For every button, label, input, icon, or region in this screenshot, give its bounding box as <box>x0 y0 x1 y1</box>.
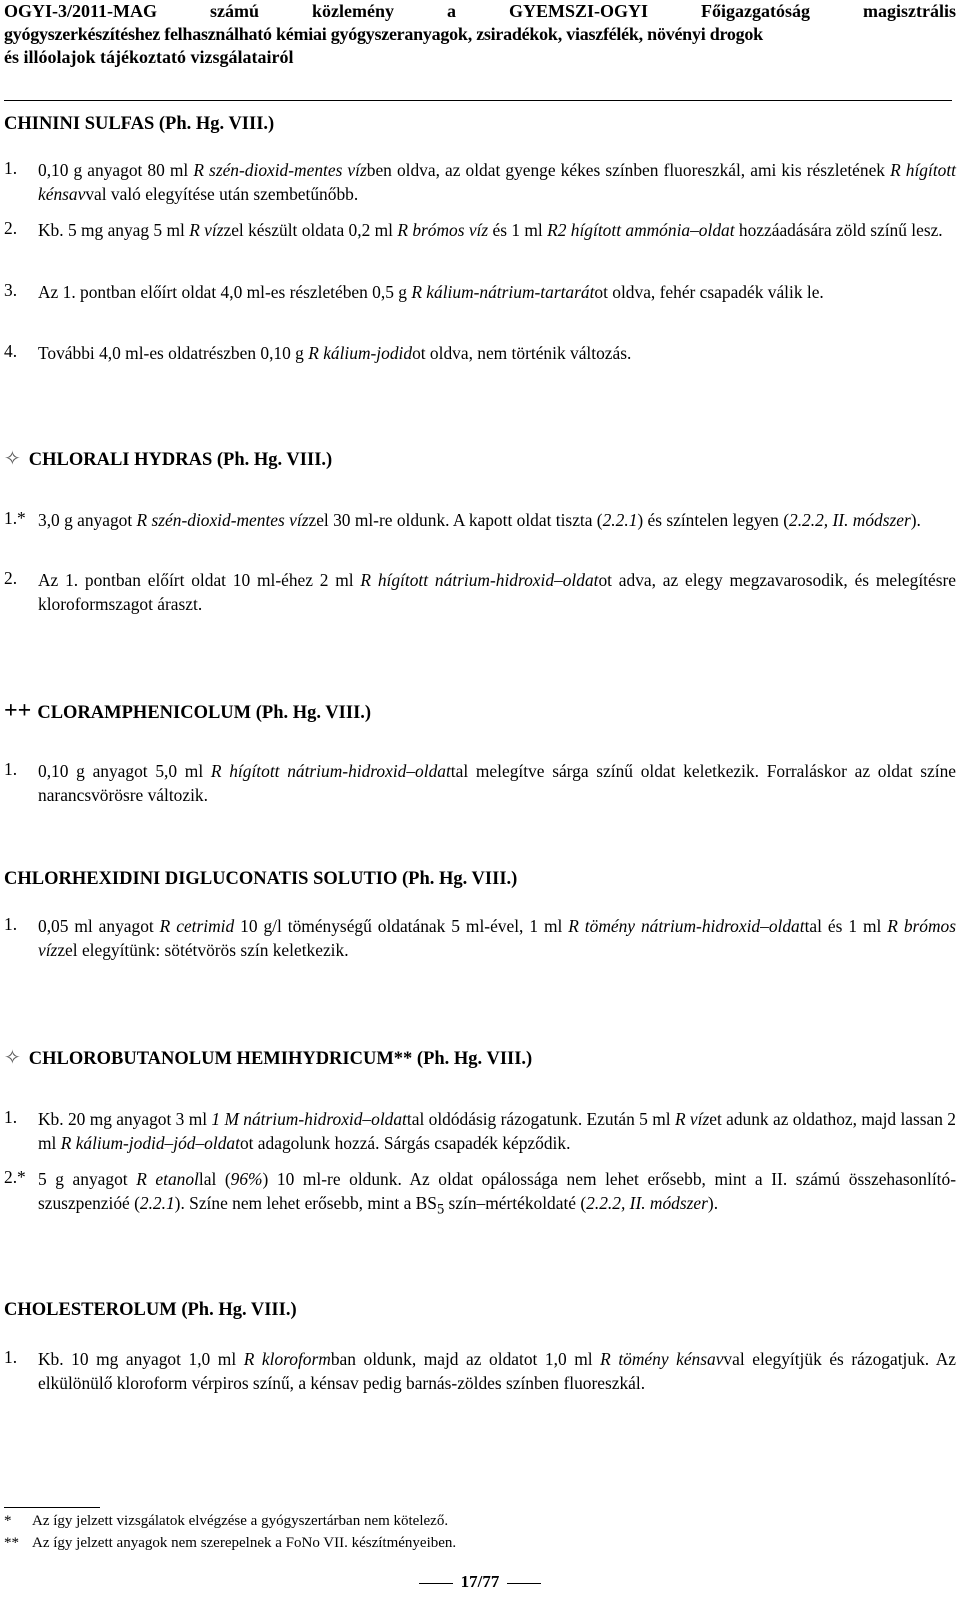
text-run: ot adva, az elegy megzavarosodik, és melegítésre kloroformszagot áraszt. <box>38 570 956 614</box>
header-line-3: és illóolajok tájékoztató vizsgálatairól <box>4 47 294 67</box>
dash-right <box>507 1583 541 1584</box>
section-title-cholesterolum: CHOLESTEROLUM (Ph. Hg. VIII.) <box>4 1300 297 1320</box>
cross-outline-icon: ✧ <box>4 1047 21 1069</box>
reagent: R szén-dioxid-mentes víz <box>193 160 367 180</box>
footnote-text: Az így jelzett anyagok nem szerepelnek a FoNo VII. készítményeiben. <box>32 1535 457 1551</box>
reagent: 1 M nátrium-hidroxid–oldat <box>211 1109 407 1129</box>
list-item <box>4 1347 956 1395</box>
text-run: ). <box>707 1193 719 1213</box>
text-run: ot oldva, nem történik változás. <box>412 343 632 363</box>
item-number: 1. <box>4 1107 18 1127</box>
section-title-cloramphenicolum <box>4 699 371 725</box>
text-run: ot adagolunk hozzá. Sárgás csapadék képződik. <box>239 1133 571 1153</box>
text-run: Kb. 5 mg anyag 5 ml <box>38 220 190 240</box>
header-word: magisztrális <box>863 1 956 21</box>
reagent: R tömény kénsav <box>600 1349 724 1369</box>
text-run: ) és színtelen legyen ( <box>637 510 790 530</box>
item-number: 1. <box>4 914 18 934</box>
text-run: ot oldva, fehér csapadék válik le. <box>594 282 824 302</box>
page-number <box>0 1572 960 1592</box>
section-title-text: CLORAMPHENICOLUM (Ph. Hg. VIII.) <box>37 703 372 723</box>
reference: 2.2.1 <box>602 510 638 530</box>
header-word: GYEMSZI-OGYI <box>508 1 649 21</box>
dash-left <box>419 1583 453 1584</box>
footnote-rule <box>4 1507 100 1508</box>
reagent: R cetrimid <box>159 916 235 936</box>
text-run: ). Színe nem lehet erősebb, mint a BS <box>174 1193 437 1213</box>
section-title-text: CHLORALI HYDRAS (Ph. Hg. VIII.) <box>28 450 333 470</box>
reagent: R víz <box>674 1109 710 1129</box>
item-number: 1.* <box>4 508 26 528</box>
list-item <box>4 568 956 616</box>
reagent: R hígított kénsav <box>38 160 957 204</box>
item-text <box>38 914 956 962</box>
header-word: Főigazgatóság <box>701 1 810 21</box>
text-run: ) 10 ml-re oldunk. Az oldat opálossága nem lehet erősebb, mint a II. számú összehasonlító-szuszpenzióé ( <box>38 1169 956 1213</box>
item-text <box>38 341 956 365</box>
text-run: zel 30 ml-re oldunk. A kapott oldat tiszta ( <box>308 510 603 530</box>
reagent: R hígított nátrium-hidroxid–oldat <box>360 570 599 590</box>
text-run: ben oldva, az oldat gyenge kékes színben fluoreszkál, ami kis részletének <box>366 160 891 180</box>
list-item <box>4 914 956 962</box>
header-word: számú <box>210 1 259 21</box>
reference: 2.2.2, II. módszer <box>789 510 911 530</box>
section-title-chlorhexidini: CHLORHEXIDINI DIGLUCONATIS SOLUTIO (Ph. Hg. VIII.) <box>4 869 518 889</box>
list-item <box>4 158 956 206</box>
text-run: 5 g anyagot <box>38 1169 137 1189</box>
text-run: lal ( <box>198 1169 231 1189</box>
section-title-chlorali <box>4 447 332 472</box>
reagent: R kálium-jodid <box>308 343 413 363</box>
header-line-2: gyógyszerkészítéshez felhasználható kémiai gyógyszeranyagok, zsiradékok, viaszfélék, növényi drogok <box>4 24 763 44</box>
header-word: OGYI-3/2011-MAG <box>4 1 157 21</box>
item-text <box>38 568 956 616</box>
reference: 2.2.2, II. módszer <box>586 1193 708 1213</box>
text-run: tal és 1 ml <box>804 916 888 936</box>
section-title-chinini: CHININI SULFAS (Ph. Hg. VIII.) <box>4 114 275 134</box>
list-item <box>4 341 956 365</box>
text-run: zel elegyítünk: sötétvörös szín keletkezik. <box>57 940 349 960</box>
reagent: R brómos víz <box>397 220 489 240</box>
text-run: tal melegítve sárga színű oldat keletkezik. Forraláskor az oldat színe narancsvörösre változik. <box>38 761 956 805</box>
reagent: R kálium-nátrium-tartarát <box>411 282 595 302</box>
footnote-mark: ** <box>4 1535 19 1551</box>
item-number: 1. <box>4 158 18 178</box>
item-text <box>38 1107 956 1155</box>
list-item <box>4 508 956 532</box>
text-run: ban oldunk, majd az oldatot 1,0 ml <box>330 1349 601 1369</box>
text-run: és 1 ml <box>488 220 548 240</box>
text-run: 0,10 g anyagot 80 ml <box>38 160 194 180</box>
item-text <box>38 1347 956 1395</box>
text-run: tal oldódásig rázogatunk. Ezután 5 ml <box>406 1109 675 1129</box>
double-plus-icon: ++ <box>4 698 32 724</box>
text-run: val elegyítjük és rázogatjuk. Az elkülönülő kloroform vérpiros színű, a kénsav pedig barnás-zöldes színben fluoreszkál. <box>38 1349 956 1393</box>
list-item <box>4 280 956 304</box>
list-item <box>4 1167 956 1221</box>
item-text <box>38 158 956 206</box>
text-run: hozzáadására zöld színű lesz. <box>734 220 943 240</box>
text-run: zel készült oldata 0,2 ml <box>223 220 398 240</box>
header-line-1 <box>4 0 956 23</box>
text-run: val való elegyítése után szembetűnőbb. <box>85 184 359 204</box>
list-item <box>4 218 956 242</box>
text-run: ). <box>910 510 921 530</box>
reagent: R etanol <box>136 1169 199 1189</box>
text-run: et adunk az oldathoz, majd lassan 2 ml <box>38 1109 957 1153</box>
item-text <box>38 508 956 532</box>
text-run: Kb. 20 mg anyagot 3 ml <box>38 1109 212 1129</box>
footnote-text: Az így jelzett vizsgálatok elvégzése a gyógyszertárban nem kötelező. <box>32 1513 449 1529</box>
reagent: R szén-dioxid-mentes víz <box>136 510 309 530</box>
item-text <box>38 218 956 242</box>
item-number: 2. <box>4 568 18 588</box>
item-text <box>38 759 956 807</box>
header-word: közlemény <box>312 1 394 21</box>
text-run: További 4,0 ml-es oldatrészben 0,10 g <box>38 343 309 363</box>
section-title-text: CHLOROBUTANOLUM HEMIHYDRICUM** (Ph. Hg. VIII.) <box>28 1049 533 1069</box>
page-number-text: 17/77 <box>460 1572 500 1591</box>
item-number: 3. <box>4 280 18 300</box>
document-header <box>4 0 956 69</box>
text-run: Az 1. pontban előírt oldat 10 ml-éhez 2 ml <box>38 570 361 590</box>
item-number: 2. <box>4 218 18 238</box>
text-run: 3,0 g anyagot <box>38 510 137 530</box>
text-run: 0,05 ml anyagot <box>38 916 160 936</box>
text-run: 0,10 g anyagot 5,0 ml <box>38 761 211 781</box>
reagent: 96% <box>230 1169 263 1189</box>
item-text <box>38 1167 956 1221</box>
reagent: R víz <box>189 220 224 240</box>
reagent: R kálium-jodid–jód–oldat <box>60 1133 240 1153</box>
header-word: a <box>446 1 456 21</box>
item-number: 4. <box>4 341 18 361</box>
reagent: R2 hígított ammónia–oldat <box>547 220 735 240</box>
item-number: 2.* <box>4 1167 26 1187</box>
list-item <box>4 759 956 807</box>
item-number: 1. <box>4 759 18 779</box>
text-run: Az 1. pontban előírt oldat 4,0 ml-es részletében 0,5 g <box>38 282 412 302</box>
reagent: R tömény nátrium-hidroxid–oldat <box>568 916 805 936</box>
list-item <box>4 1107 956 1155</box>
reagent: R kloroform <box>243 1349 331 1369</box>
cross-outline-icon: ✧ <box>4 448 21 470</box>
footnote <box>4 1511 448 1531</box>
subscript: 5 <box>436 1201 445 1218</box>
reagent: R brómos víz <box>38 916 957 960</box>
text-run: Kb. 10 mg anyagot 1,0 ml <box>38 1349 244 1369</box>
text-run: szín–mértékoldaté ( <box>444 1193 587 1213</box>
reagent: R hígított nátrium-hidroxid–oldat <box>210 761 451 781</box>
footnote <box>4 1533 456 1553</box>
section-title-chlorobutanolum <box>4 1046 532 1071</box>
item-text <box>38 280 956 304</box>
item-number: 1. <box>4 1347 18 1367</box>
text-run: 10 g/l töménységű oldatának 5 ml-ével, 1 ml <box>234 916 569 936</box>
header-rule <box>4 100 952 101</box>
footnote-mark: * <box>4 1513 12 1529</box>
reference: 2.2.1 <box>139 1193 175 1213</box>
